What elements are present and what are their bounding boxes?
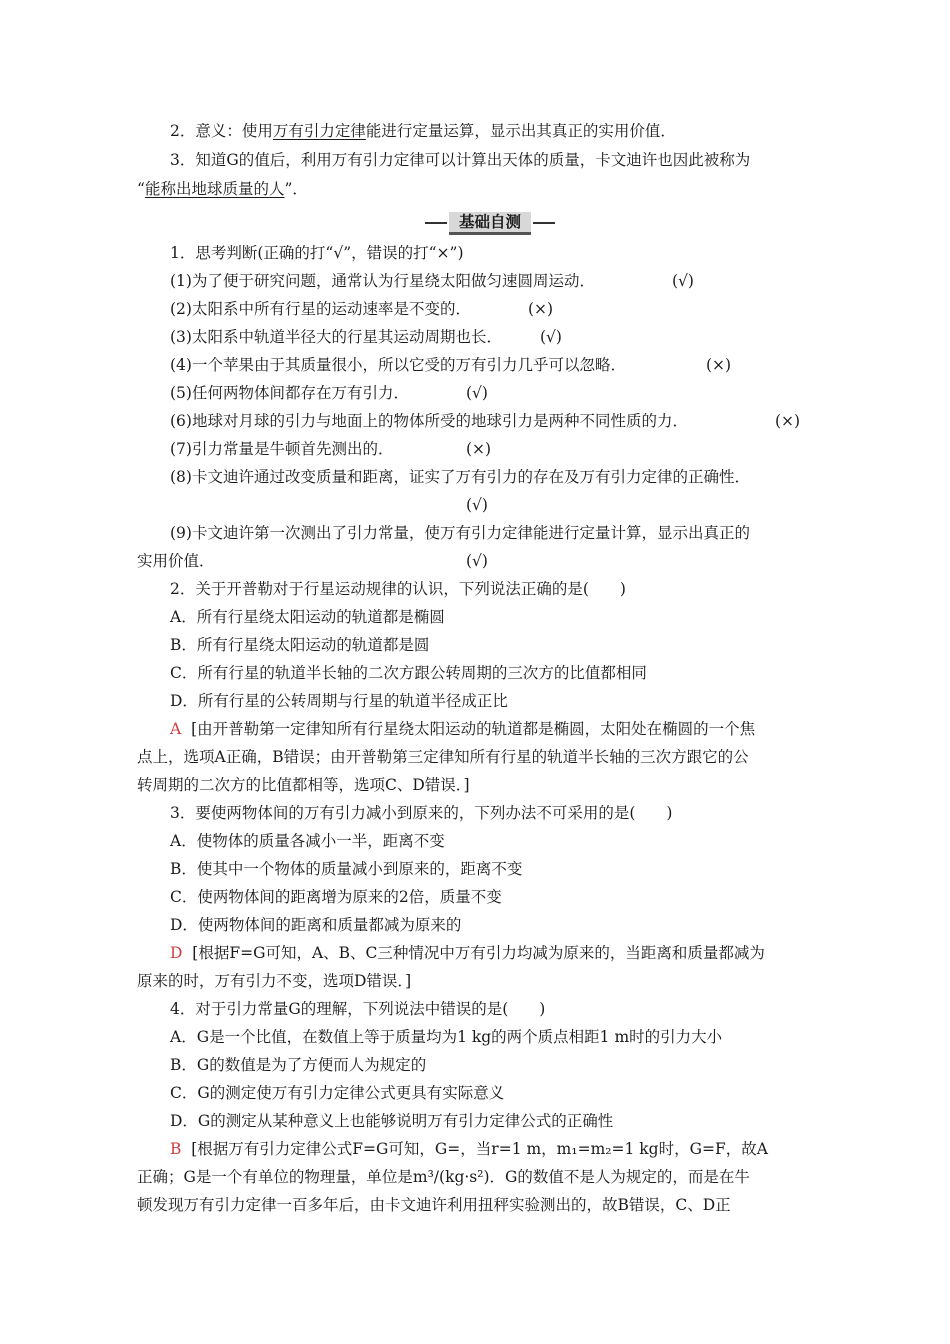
q1-item-9: (9)卡文迪许第一次测出了引力常量，使万有引力定律能进行定量计算，显示出真正的 (170, 524, 750, 542)
q1-item-5: (5)任何两物体间都存在万有引力． (170, 384, 409, 402)
q4-option-b: B．G的数值是为了方便而人为规定的 (170, 1056, 427, 1074)
intro-paragraph-3-line1: 3．知道G的值后，利用万有引力定律可以计算出天体的质量，卡文迪许也因此被称为 (170, 151, 751, 169)
q1-item-2: (2)太阳系中所有行星的运动速率是不变的． (170, 300, 471, 318)
intro-p3-close: ”． (284, 180, 308, 198)
banner-left-bar (425, 222, 447, 224)
q3-explanation-line2: 原来的时，万有引力不变，选项D错误．] (137, 972, 412, 990)
intro-p2-prefix: 2．意义：使用 (170, 122, 273, 140)
intro-p2-suffix: 能进行定量运算，显示出其真正的实用价值． (365, 122, 676, 140)
q3-option-d: D．使两物体间的距离和质量都减为原来的 (170, 916, 462, 934)
q4-option-c: C．G的测定使万有引力定律公式更具有实际意义 (170, 1084, 505, 1102)
q2-explanation-line2: 点上，选项A正确，B错误；由开普勒第三定律知所有行星的轨道半长轴的三次方跟它的公 (137, 748, 749, 766)
q4-explanation-line1 (170, 1139, 768, 1159)
q4-explanation-line3: 顿发现万有引力定律一百多年后，由卡文迪许利用扭秤实验测出的，故B错误，C、D正 (137, 1196, 731, 1214)
q2-option-c: C．所有行星的轨道半长轴的二次方跟公转周期的三次方的比值都相同 (170, 664, 647, 682)
q1-item-4: (4)一个苹果由于其质量很小，所以它受的万有引力几乎可以忽略． (170, 356, 626, 374)
q4-option-d: D．G的测定从某种意义上也能够说明万有引力定律公式的正确性 (170, 1112, 614, 1130)
q1-item-4-mark: (×) (706, 356, 732, 374)
q3-stem: 3．要使两物体间的万有引力减小到原来的，下列办法不可采用的是( ) (170, 804, 673, 822)
q1-item-7-mark: (×) (466, 440, 492, 458)
intro-paragraph-3-line2 (137, 179, 308, 199)
q1-item-8: (8)卡文迪许通过改变质量和距离，证实了万有引力的存在及万有引力定律的正确性． (170, 468, 750, 486)
q4-answer: B (170, 1140, 182, 1158)
q4-explanation-text: [根据万有引力定律公式F=G可知，G=，当r=1 m，m₁=m₂=1 kg时，G=F，故A (191, 1140, 768, 1158)
q2-option-a: A．所有行星绕太阳运动的轨道都是椭圆 (170, 608, 445, 626)
q1-item-6-mark: (×) (775, 412, 801, 430)
q3-explanation-line1 (170, 943, 765, 963)
q1-item-9-cont: 实用价值． (137, 552, 215, 570)
q1-item-3-mark: (√) (540, 328, 562, 346)
banner-right-bar (533, 222, 555, 224)
q4-option-a: A．G是一个比值，在数值上等于质量均为1 kg的两个质点相距1 m时的引力大小 (170, 1028, 723, 1046)
q4-explanation-line2: 正确；G是一个有单位的物理量，单位是m³/(kg·s²)．G的数值不是人为规定的，而是在牛 (137, 1168, 750, 1186)
q2-stem: 2．关于开普勒对于行星运动规律的认识，下列说法正确的是( ) (170, 580, 626, 598)
q1-item-2-mark: (×) (528, 300, 554, 318)
q1-item-9-mark: (√) (466, 552, 488, 570)
q1-item-1: (1)为了便于研究问题，通常认为行星绕太阳做匀速圆周运动． (170, 272, 595, 290)
q3-option-c: C．使两物体间的距离增为原来的2倍，质量不变 (170, 888, 502, 906)
q4-stem: 4．对于引力常量G的理解，下列说法中错误的是( ) (170, 1000, 546, 1018)
q2-answer: A (170, 720, 182, 738)
q2-explanation-line3: 转周期的二次方的比值都相等，选项C、D错误．] (137, 776, 470, 794)
intro-p3-open-quote: “ (137, 180, 145, 198)
q3-answer: D (170, 944, 183, 962)
q2-option-b: B．所有行星绕太阳运动的轨道都是圆 (170, 636, 430, 654)
q3-option-a: A．使物体的质量各减小一半，距离不变 (170, 832, 445, 850)
q1-item-3: (3)太阳系中轨道半径大的行星其运动周期也长． (170, 328, 502, 346)
q1-item-5-mark: (√) (466, 384, 488, 402)
q2-option-d: D．所有行星的公转周期与行星的轨道半径成正比 (170, 692, 508, 710)
q1-item-7: (7)引力常量是牛顿首先测出的． (170, 440, 394, 458)
q1-item-1-mark: (√) (672, 272, 694, 290)
q2-explanation-text: [由开普勒第一定律知所有行星绕太阳运动的轨道都是椭圆，太阳处在椭圆的一个焦 (191, 720, 756, 738)
q2-explanation-line1 (170, 719, 755, 739)
section-banner (425, 212, 555, 234)
q1-item-6: (6)地球对月球的引力与地面上的物体所受的地球引力是两种不同性质的力． (170, 412, 688, 430)
intro-p2-underlined: 万有引力定律 (272, 122, 366, 140)
section-title: 基础自测 (449, 212, 531, 235)
q1-stem: 1．思考判断(正确的打“√”，错误的打“×”) (170, 244, 464, 262)
q1-item-8-mark: (√) (466, 496, 488, 514)
intro-paragraph-2 (170, 121, 676, 141)
q3-explanation-text: [根据F=G可知，A、B、C三种情况中万有引力均减为原来的，当距离和质量都减为 (192, 944, 765, 962)
q3-option-b: B．使其中一个物体的质量减小到原来的，距离不变 (170, 860, 523, 878)
intro-p3-underlined: 能称出地球质量的人 (144, 180, 285, 198)
